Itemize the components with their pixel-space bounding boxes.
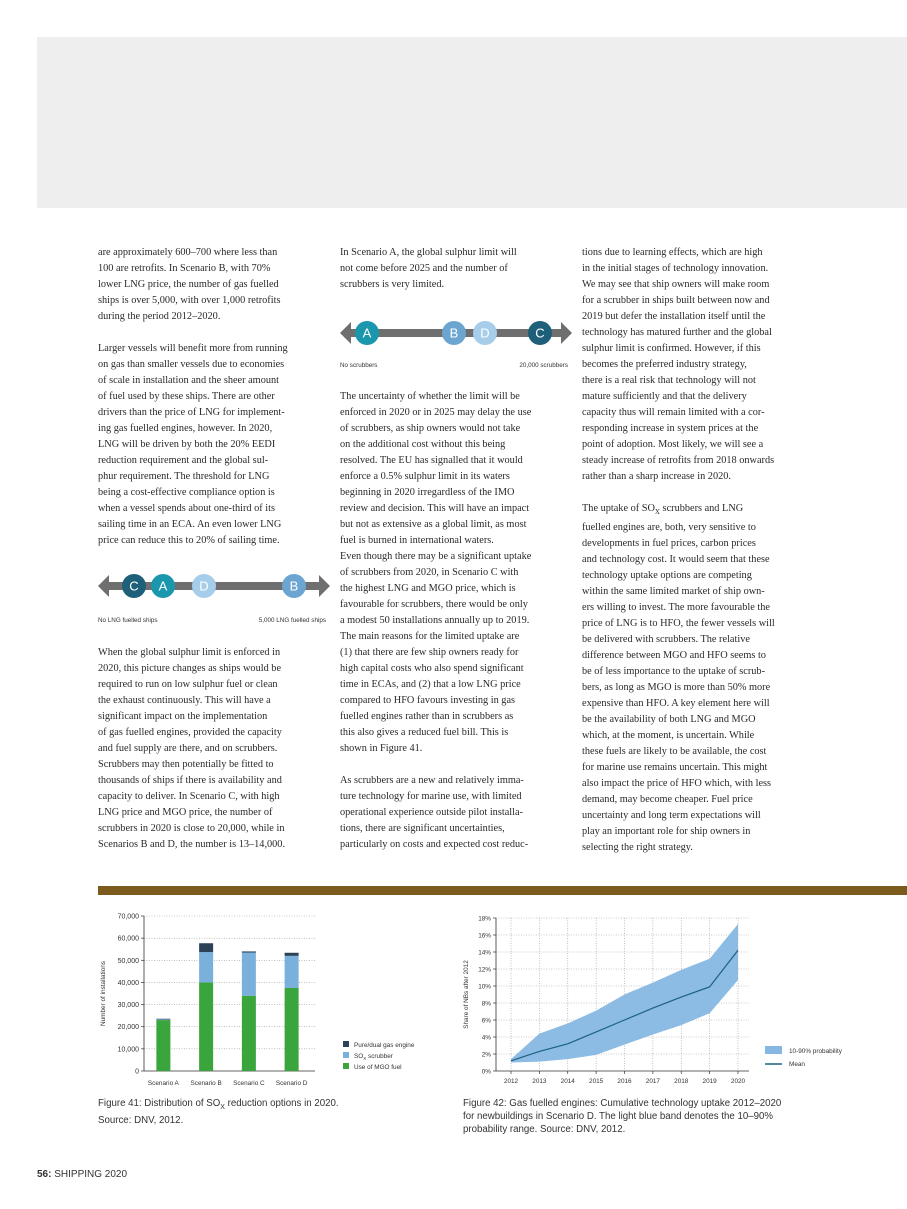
legend-swatch (343, 1041, 349, 1047)
text-line: being a cost-effective compliance option is (98, 487, 275, 498)
y-tick-label: 12% (478, 966, 491, 974)
y-tick-label: 10,000 (117, 1046, 139, 1054)
text-line: mature sufficiently and that the delivery (582, 391, 747, 402)
figure-41-caption-source: Source: DNV, 2012. (98, 1114, 184, 1126)
scrubber-scale-right-label: 20,000 scrubbers (519, 362, 568, 369)
text-line: capacity to deliver. In Scenario C, with high (98, 791, 280, 802)
figure-42-chart (455, 905, 907, 1095)
text-line: scrubbers in 2020 is close to 20,000, while in (98, 823, 285, 834)
text-line: price can reduce this to 20% of sailing time. (98, 535, 280, 546)
bar-use-of-mgo-fuel-1 (156, 1020, 170, 1071)
text-line: Even though there may be a significant uptake (340, 551, 532, 562)
scenario-b-label: B (449, 325, 459, 341)
text-line: the exhaust continuously. This will have a (98, 695, 271, 706)
text-line (582, 485, 815, 501)
bar-sox-scrubber-4 (285, 956, 299, 988)
column-3 (582, 245, 815, 856)
text-line: 100 are retrofits. In Scenario B, with 70% (98, 263, 271, 274)
text-line: of fuel used by these ships. There are other (98, 391, 275, 402)
figure-41-caption (98, 1097, 339, 1127)
text-line: be delivered with scrubbers. The relative (582, 634, 750, 646)
text-line: bers, as long as MGO is more than 50% more (582, 682, 771, 694)
legend-label-mean: Mean (789, 1061, 805, 1068)
text-line: the highest LNG and MGO price, which is (340, 583, 516, 594)
text-line: point of adoption. Most likely, we will see a (582, 439, 764, 450)
text-line: ers willing to invest. The more favourable the (582, 602, 770, 614)
legend-swatch (343, 1063, 349, 1069)
text-line: shown in Figure 41. (340, 743, 423, 754)
text-line: review and decision. This will have an impact (340, 503, 530, 514)
x-tick-label: Scenario C (233, 1080, 265, 1087)
text-line: on the additional cost without this being (340, 439, 506, 450)
y-tick-label: 16% (478, 932, 491, 940)
y-tick-label: 14% (478, 949, 491, 957)
text-line: demand, may become cheaper. Fuel price (582, 794, 753, 806)
text-line: In Scenario A, the global sulphur limit will (340, 247, 517, 258)
scenario-c-label: C (129, 578, 139, 594)
x-tick-label: 2017 (645, 1078, 660, 1085)
text-line: of scale in installation and the sheer amount (98, 375, 279, 386)
scenario-a-label: A (362, 325, 372, 341)
y-tick-label: 60,000 (117, 935, 139, 943)
x-tick-label: 2019 (702, 1078, 717, 1085)
text-line: required to run on low sulphur fuel or clean (98, 679, 278, 690)
y-tick-label: 8% (481, 1000, 491, 1008)
text-line: capacity thus will remain limited with a cor- (582, 407, 765, 418)
text-line: enforced in 2020 or in 2025 may delay the use (340, 407, 532, 418)
bar-sox-scrubber-3 (242, 953, 256, 996)
text-line: 2020, this picture changes as ships would be (98, 663, 282, 674)
text-line: for marine use remains uncertain. This might (582, 762, 768, 774)
text-line: tions, there are significant uncertainties, (340, 823, 505, 834)
text-line: but not as extensive as a global limit, as most (340, 519, 527, 530)
text-line: expensive than HFO. A key element here will (582, 698, 770, 710)
text-line: play an important role for ship owners in (582, 826, 751, 838)
text-line: As scrubbers are a new and relatively imma- (340, 775, 524, 786)
text-line: ships is over 5,000, with over 1,000 retrofits (98, 295, 281, 306)
text-line: LNG will be driven by both the 20% EEDI (98, 439, 276, 450)
x-tick-label: 2013 (532, 1078, 547, 1085)
text-line: on gas than smaller vessels due to economies (98, 359, 285, 370)
text-line: steady increase of retrofits from 2018 onwards (582, 455, 775, 466)
text-line: tions due to learning effects, which are high (582, 247, 763, 258)
text-line: significant impact on the implementation (98, 711, 268, 722)
scenario-d-label: D (480, 325, 490, 341)
text-line: a modest 50 installations annually up to 2019. (340, 615, 530, 626)
text-line: particularly on costs and expected cost reduc- (340, 839, 529, 850)
text-line: We may see that ship owners will make room (582, 279, 770, 290)
text-line: The main reasons for the limited uptake are (340, 631, 520, 642)
text-line: not come before 2025 and the number of (340, 263, 508, 274)
text-line: thousands of ships if there is availability and (98, 775, 282, 786)
text-line: operational experience outside pilot installa- (340, 807, 523, 818)
text-line: compared to HFO favours investing in gas (340, 695, 516, 706)
text-line: price of LNG is to HFO, the fewer vessels will (582, 618, 775, 630)
text-line: difference between MGO and HFO seems to (582, 650, 766, 662)
figure-41-caption-line: Figure 41: Distribution of $SO_X$ reduction options in 2020. (98, 1098, 339, 1111)
bar-sox-scrubber-1 (156, 1019, 170, 1020)
text-line: becomes the preferred industry strategy, (582, 359, 747, 370)
text-line: Scenarios B and D, the number is 13–14,000. (98, 839, 286, 850)
scrubber-scale-left-label: No scrubbers (340, 362, 378, 369)
figure-42-caption-line-3: probability range. Source: DNV, 2012. (463, 1124, 626, 1135)
x-tick-label: Scenario D (275, 1080, 308, 1087)
text-line: LNG price and MGO price, the number of (98, 807, 273, 818)
y-tick-label: 20,000 (117, 1024, 139, 1032)
lng-scale-arrow (98, 569, 330, 603)
text-line: fuelled engines are, both, very sensitive to (582, 522, 756, 534)
scrubber-scale-arrow (340, 316, 572, 350)
bar-pure-dual-gas-engine-1 (156, 1019, 170, 1020)
text-line: sulphur limit is confirmed. However, if this (582, 343, 761, 354)
text-line: for a scrubber in ships built between now and (582, 295, 770, 306)
text-line: within the same limited market of ship own- (582, 586, 765, 598)
text-line: The uptake of $SO_X$ scrubbers and LNG (582, 503, 744, 517)
text-line: responding increase in system prices at the (582, 423, 759, 434)
figure-42-caption (463, 1097, 781, 1136)
legend-swatch-band (765, 1046, 782, 1054)
legend-label: Pure/dual gas engine (354, 1042, 415, 1049)
y-tick-label: 30,000 (117, 1002, 139, 1010)
text-line: of gas fuelled engines, provided the capacity (98, 727, 282, 738)
legend-label: $SO_X$ scrubber (354, 1053, 393, 1061)
text-line: scrubbers is very limited. (340, 279, 445, 290)
legend-label: Use of MGO fuel (354, 1064, 402, 1071)
text-line: fuelled engines rather than in scrubbers as (340, 711, 514, 722)
x-tick-label: 2020 (730, 1078, 746, 1085)
figure-42-caption-line-1: Figure 42: Gas fuelled engines: Cumulative technology uptake 2012–2020 (463, 1098, 782, 1109)
text-line: enforce a 0.5% sulphur limit in its waters (340, 471, 510, 482)
x-tick-label: 2014 (560, 1078, 575, 1085)
publication-title: SHIPPING 2020 (54, 1169, 128, 1180)
text-line: drivers than the price of LNG for implement- (98, 407, 285, 418)
y-tick-label: 6% (481, 1017, 491, 1025)
y-axis-title: Share of NBs after 2012 (463, 960, 470, 1029)
column-1-bottom (98, 645, 331, 853)
text-line: When the global sulphur limit is enforced in (98, 647, 281, 658)
text-line: are approximately 600–700 where less than (98, 247, 278, 258)
arrow-right-head (561, 322, 572, 344)
bar-pure-dual-gas-engine-4 (285, 953, 299, 956)
text-line: in the initial stages of technology innovation. (582, 263, 769, 274)
y-tick-label: 4% (481, 1034, 491, 1042)
bar-use-of-mgo-fuel-3 (242, 996, 256, 1071)
text-line: resolved. The EU has signalled that it would (340, 455, 523, 466)
text-line: Scrubbers may then potentially be fitted to (98, 759, 274, 770)
header-band (37, 37, 907, 208)
text-line: 2019 but defer the installation itself until the (582, 311, 766, 322)
text-line: these fuels are likely to be available, the cost (582, 746, 767, 758)
text-line: lower LNG price, the number of gas fuelled (98, 279, 279, 290)
x-tick-label: Scenario B (190, 1080, 222, 1087)
page-number: 56: (37, 1169, 52, 1180)
text-line: ing gas fuelled engines, however. In 2020, (98, 423, 273, 434)
section-divider (98, 886, 907, 895)
text-line: selecting the right strategy. (582, 842, 693, 854)
lng-scenario-scale (98, 569, 330, 629)
x-tick-label: 2015 (589, 1078, 604, 1085)
bar-pure-dual-gas-engine-3 (242, 951, 256, 952)
x-tick-label: 2018 (674, 1078, 689, 1085)
text-line: of scrubbers from 2020, in Scenario C with (340, 567, 519, 578)
text-line: and fuel supply are there, and on scrubbers. (98, 743, 278, 754)
figure-42-caption-line-2: for newbuildings in Scenario D. The light blue band denotes the 10–90% (463, 1111, 774, 1122)
text-line (340, 757, 573, 773)
y-tick-label: 0 (135, 1068, 139, 1076)
text-line: phur requirement. The threshold for LNG (98, 471, 270, 482)
text-line: (1) that there are few ship owners ready for (340, 647, 519, 658)
lng-scale-left-label: No LNG fuelled ships (98, 617, 158, 624)
y-tick-label: 18% (478, 915, 491, 923)
text-line: uncertainty and long term expectations will (582, 810, 761, 822)
lng-scale-right-label: 5,000 LNG fuelled ships (258, 617, 326, 624)
text-line: also impact the price of HFO which, with less (582, 778, 772, 790)
text-line: ture technology for marine use, with limited (340, 791, 522, 802)
text-line: this also gives a reduced fuel bill. This is (340, 727, 509, 738)
text-line: be of less importance to the uptake of scrub- (582, 666, 765, 678)
text-line: fuel is burned in international waters. (340, 535, 494, 546)
arrow-right-head (319, 575, 330, 597)
page-footer (37, 1169, 127, 1180)
text-line: favourable for scrubbers, there would be only (340, 599, 528, 610)
scenario-b-label: B (289, 578, 299, 594)
text-line: technology uptake options are competing (582, 570, 752, 582)
bar-sox-scrubber-2 (199, 952, 213, 982)
text-line: The uncertainty of whether the limit will be (340, 391, 520, 402)
bar-use-of-mgo-fuel-2 (199, 982, 213, 1071)
text-line: beginning in 2020 irregardless of the IMO (340, 487, 515, 498)
text-line: time in ECAs, and (2) that a low LNG price (340, 679, 521, 690)
scenario-c-label: C (535, 325, 545, 341)
legend-label-band: 10-90% probability (789, 1048, 842, 1055)
x-tick-label: 2012 (503, 1078, 519, 1085)
y-tick-label: 0% (481, 1068, 491, 1076)
x-tick-label: Scenario A (147, 1080, 179, 1087)
text-line: during the period 2012–2020. (98, 311, 221, 322)
y-axis-title: Number of installations (100, 960, 107, 1027)
bar-pure-dual-gas-engine-2 (199, 943, 213, 952)
text-line: there is a real risk that technology will not (582, 375, 756, 386)
text-line: be the availability of both LNG and MGO (582, 714, 756, 726)
scrubber-scenario-scale (340, 316, 572, 376)
text-line: sailing time in an ECA. An even lower LNG (98, 519, 282, 530)
scenario-a-label: A (158, 578, 168, 594)
text-line: developments in fuel prices, carbon prices (582, 538, 756, 550)
text-line: technology has matured further and the global (582, 327, 772, 338)
bar-use-of-mgo-fuel-4 (285, 988, 299, 1071)
text-line: rather than a sharp increase in 2020. (582, 471, 731, 482)
scenario-d-label: D (199, 578, 209, 594)
text-line: of scrubbers, as ship owners would not take (340, 423, 521, 434)
column-2-bottom (340, 389, 573, 853)
y-tick-label: 70,000 (117, 913, 139, 921)
y-tick-label: 2% (481, 1051, 491, 1059)
text-line: and technology cost. It would seem that these (582, 554, 770, 566)
text-line (98, 325, 331, 341)
text-line: which, at the moment, is uncertain. While (582, 730, 755, 742)
y-tick-label: 10% (478, 983, 491, 991)
legend-swatch (343, 1052, 349, 1058)
text-line: Larger vessels will benefit more from running (98, 343, 288, 354)
column-2-top (340, 245, 573, 293)
x-tick-label: 2016 (617, 1078, 632, 1085)
column-1-top (98, 245, 331, 549)
text-line: high capital costs who also spend significant (340, 663, 524, 674)
text-line: when a vessel spends about one-third of its (98, 503, 276, 514)
y-tick-label: 50,000 (117, 957, 139, 965)
text-line: reduction requirement and the global sul- (98, 455, 269, 466)
figure-41-chart (92, 905, 452, 1095)
y-tick-label: 40,000 (117, 979, 139, 987)
